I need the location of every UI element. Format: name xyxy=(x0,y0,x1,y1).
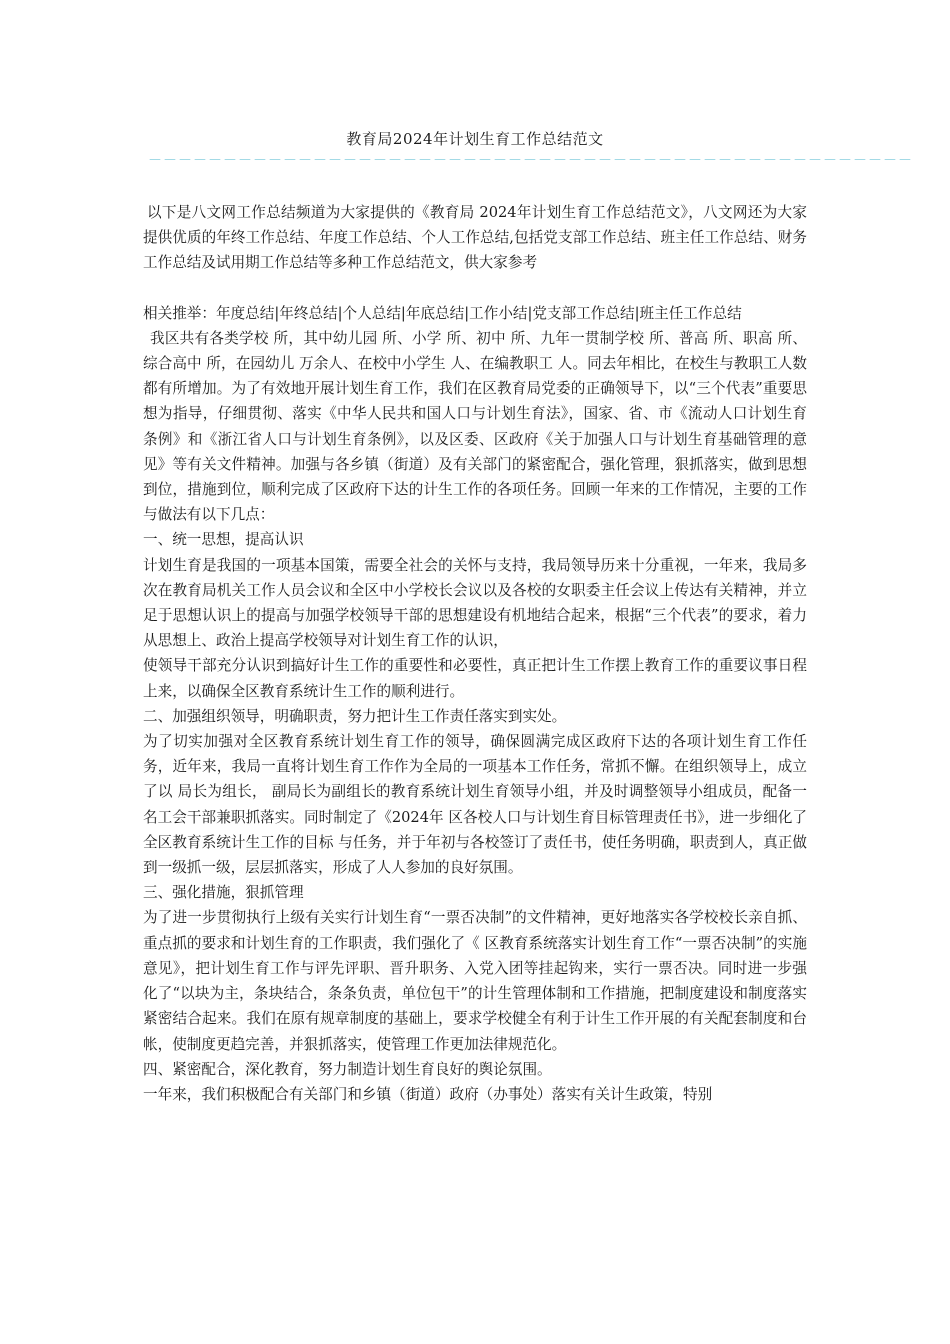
section-heading-4: 四、紧密配合，深化教育，努力制造计划生育良好的舆论氛围。 xyxy=(143,1060,552,1078)
document-body xyxy=(143,200,807,1107)
section-heading-2: 二、加强组织领导，明确职责，努力把计生工作责任落实到实处。 xyxy=(143,707,567,725)
section-heading-1: 一、统一思想，提高认识 xyxy=(143,531,304,549)
paragraph-gap xyxy=(143,276,807,301)
related-links[interactable]: 相关推举：年度总结|年终总结|个人总结|年底总结|工作小结|党支部工作总结|班主任工作总结 xyxy=(143,304,742,322)
body-paragraph-6: 一年来，我们积极配合有关部门和乡镇（街道）政府（办事处）落实有关计生政策，特别 xyxy=(143,1085,713,1103)
body-paragraph-3: 使领导干部充分认识到搞好计生工作的重要性和必要性，真正把计生工作摆上教育工作的重要议事日程上来，以确保全区教育系统计生工作的顺利进行。 xyxy=(143,657,807,700)
body-paragraph-5: 为了进一步贯彻执行上级有关实行计划生育“一票否决制”的文件精神，更好地落实各学校校长亲自抓、重点抓的要求和计划生育的工作职责，我们强化了《 区教育系统落实计划生育工作“一票否决制”的实施意见》，把计划生育工作与评先评职、晋升职务、入党入团等挂起钩来，实行一票否决。同时进一步强化了“以块为主，条块结合，条条负责，单位包干”的计生管理体制和工作措施，把制度建设和制度落实紧密结合起来。我们在原有规章制度的基础上，要求学校健全有利于计生工作开展的有关配套制度和台帐，使制度更趋完善，并狠抓落实，使管理工作更加法律规范化。 xyxy=(143,909,807,1053)
title-divider: －－－－－－－－－－－－－－－－－－－－－－－－－－－－－－－－－－－－－－－－－－－－－－－－－－－ xyxy=(148,153,913,169)
section-heading-3: 三、强化措施，狠抓管理 xyxy=(143,884,304,902)
body-paragraph-1: 我区共有各类学校 所，其中幼儿园 所、小学 所、初中 所、九年一贯制学校 所、普高 所、职高 所、综合高中 所，在园幼儿 万余人、在校中小学生 人、在编教职工 人。同去年相比，在校生与教职工人数都有所增加。为了有效地开展计划生育工作，我们在区教育局党委的正确领导下，以“三个代表”重要思想为指导，仔细贯彻、落实《中华人民共和国人口与计划生育法》，国家、省、市《流动人口计划生育条例》和《浙江省人口与计划生育条例》，以及区委、区政府《关于加强人口与计划生育基础管理的意见》等有关文件精神。加强与各乡镇（街道）及有关部门的紧密配合，强化管理，狠抓落实，做到思想到位，措施到位，顺利完成了区政府下达的计生工作的各项任务。回顾一年来的工作情况，主要的工作与做法有以下几点： xyxy=(143,329,807,524)
body-paragraph-2: 计划生育是我国的一项基本国策，需要全社会的关怀与支持，我局领导历来十分重视，一年来，我局多次在教育局机关工作人员会议和全区中小学校长会议以及各校的女职委主任会议上传达有关精神，并立足于思想认识上的提高与加强学校领导干部的思想建设有机地结合起来，根据“三个代表”的要求，着力从思想上、政治上提高学校领导对计划生育工作的认识， xyxy=(143,556,807,650)
document-title: 教育局2024年计划生育工作总结范文 xyxy=(346,130,604,148)
intro-paragraph: 以下是八文网工作总结频道为大家提供的《教育局 2024年计划生育工作总结范文》，八文网还为大家提供优质的年终工作总结、年度工作总结、个人工作总结,包括党支部工作总结、班主任工作总结、财务工作总结及试用期工作总结等多种工作总结范文，供大家参考 xyxy=(143,204,807,272)
body-paragraph-4: 为了切实加强对全区教育系统计划生育工作的领导，确保圆满完成区政府下达的各项计划生育工作任务，近年来，我局一直将计划生育工作作为全局的一项基本工作任务，常抓不懈。在组织领导上，成立了以 局长为组长， 副局长为副组长的教育系统计划生育领导小组，并及时调整领导小组成员，配备一名工会干部兼职抓落实。同时制定了《2024年 区各校人口与计划生育目标管理责任书》，进一步细化了全区教育系统计生工作的目标 与任务，并于年初与各校签订了责任书，使任务明确，职责到人，真正做到一级抓一级，层层抓落实，形成了人人参加的良好氛围。 xyxy=(143,733,807,877)
